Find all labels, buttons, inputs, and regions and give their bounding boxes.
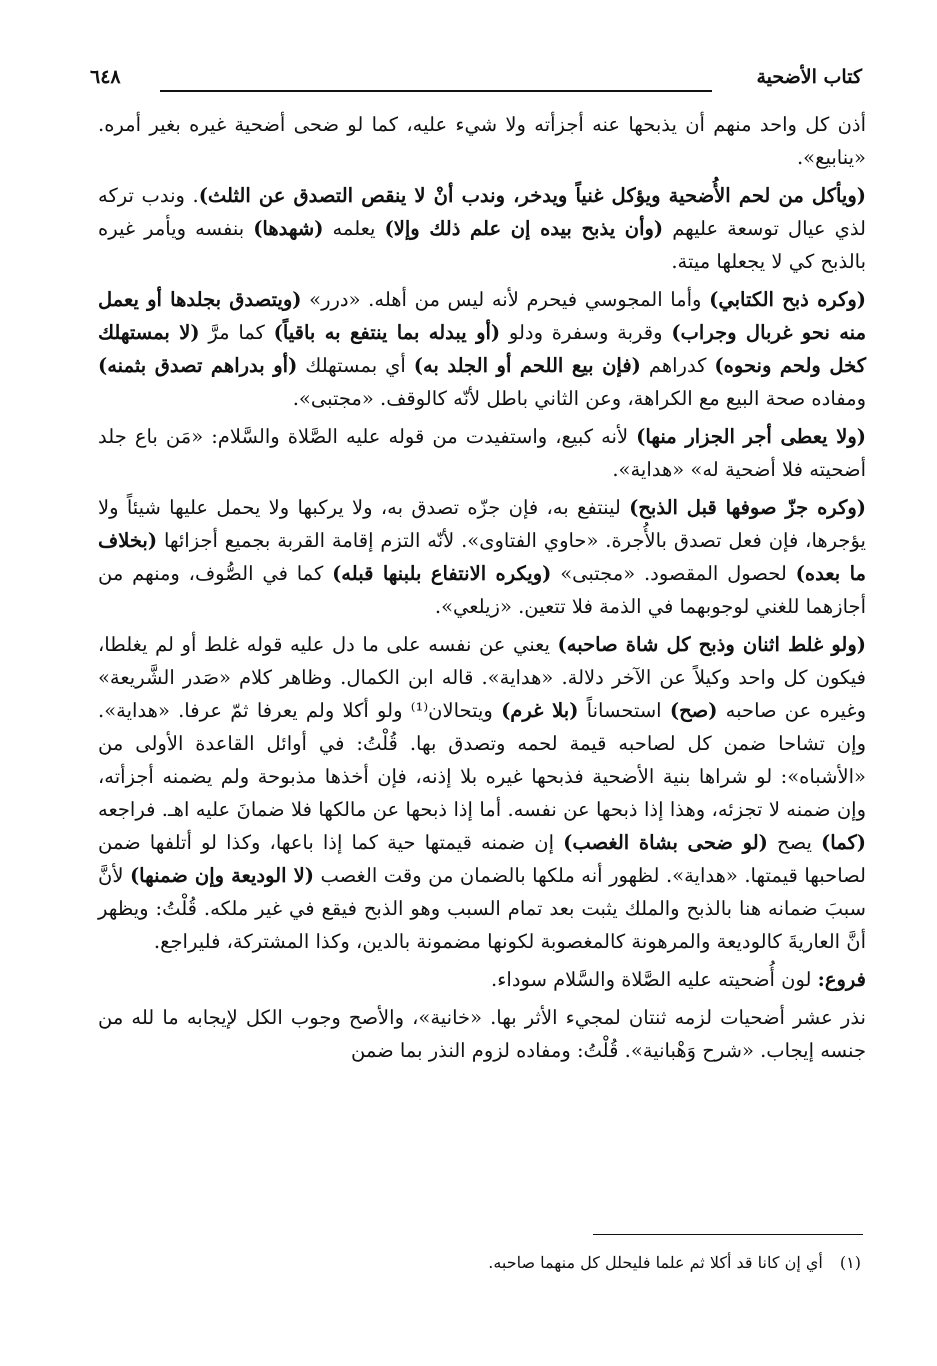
commentary-text: كما في الصُّوف، ومنهم من أجازهما للغني لوجوبهما في الذمة فلا تتعين. «زيلعي». [98, 562, 866, 618]
commentary-text: . وندب تركه لذي عيال توسعة عليهم [98, 184, 867, 240]
matn-text: (ويأكل من لحم الأُضحية ويؤكل غنياً ويدخر، وندب أنْ لا ينقص التصدق عن الثلث) [198, 184, 866, 207]
commentary-text: كما مرَّ [199, 321, 274, 344]
footnote-text: أي إن كانا قد أكلا ثم علما فليحلل كل منهما صاحبه. [488, 1253, 823, 1272]
paragraph [98, 179, 866, 278]
body-text [98, 108, 866, 1072]
paragraph [98, 628, 866, 958]
footnote-number: (١) [839, 1253, 861, 1272]
matn-text: (بخلاف ما بعده) [98, 529, 866, 585]
paragraph [98, 963, 866, 996]
matn-text: (صح) [669, 699, 718, 722]
matn-text: (لا بمستهلك كخل ولحم ونحوه) [98, 321, 867, 377]
commentary-text: أي بمستهلك [297, 354, 414, 377]
paragraph [98, 420, 866, 486]
chapter-title: كتاب الأضحية [756, 66, 862, 88]
commentary-text: استحساناً [578, 699, 670, 722]
commentary-text: ويتحالان⁽¹⁾ ولو أكلا ولم يعرفا ثمّ عرفا. «هداية». وإن تشاحا ضمن كل لصاحبه قيمة لحمه وتصدق بها. قُلْتُ: في أوائل القاعدة الأولى من «الأشباه»: لو شراها بنية الأضحية فذبحها غيره بلا إذنه، فإن أخذها مذبوحة ولم يضمنه أجزأته، وإن ضمنه لا تجزئه، وهذا إذا ذبحها عن نفسه. أما إذا ذبحها عن مالكها فلا ضمانَ عليه اهـ. فراجعه [98, 699, 866, 821]
matn-text: (وأن يذبح بيده إن علم ذلك وإلا) [384, 217, 664, 240]
matn-text: (ولو غلط اثنان وذبح كل شاة صاحبه) [557, 633, 867, 656]
page-number: ٦٤٨ [90, 66, 121, 88]
matn-text: (ويتصدق بجلدها أو يعمل منه نحو غربال وجراب) [98, 288, 867, 344]
commentary-text: لينتفع به، فإن جزّه تصدق به، ولا يركبها ولا يحمل عليها شيئاً ولا يؤجرها، فإن فعل تصدق بالأُجرة. «حاوي الفتاوى». لأنّه التزم إقامة القربة بجميع أجزائها [98, 496, 866, 552]
matn-text: (أو يبدله بما ينتفع به باقياً) [273, 321, 501, 344]
matn-text: (أو بدراهم تصدق بثمنه) [98, 354, 298, 377]
commentary-text: لأنَّ سببَ ضمانه هنا بالذبح والملك يثبت بعد تمام السبب وهو الذبح فيقع في غير ملكه. قُلْتُ: ويظهر أنَّ العاريةَ كالوديعة والمرهونة كالمغصوبة لكونها مضمونة بالدين، وكذا المشتركة، فليراجع. [98, 864, 866, 953]
matn-text: (فإن بيع اللحم أو الجلد به) [413, 354, 641, 377]
commentary-text: لحصول المقصود. «مجتبى» [551, 562, 796, 585]
commentary-text: بنفسه ويأمر غيره بالذبح كي لا يجعلها ميتة. [98, 217, 866, 273]
matn-text: (وكره ذبح الكتابي) [709, 288, 866, 311]
page-header [90, 66, 862, 100]
matn-text: (كما) [821, 831, 866, 854]
matn-text: فروع: [817, 968, 866, 991]
matn-text: (لو ضحى بشاة الغصب) [563, 831, 768, 854]
commentary-text: ومفاده صحة البيع مع الكراهة، وعن الثاني باطل لأنّه كالوقف. «مجتبى». [292, 387, 866, 410]
commentary-text: يعلمه [323, 217, 385, 240]
commentary-text: إن ضمنه قيمتها حية كما إذا باعها، وكذا لو أتلفها ضمن لصاحبها قيمتها. «هداية». لظهور أنه ملكها بالضمان من وقت الغصب [98, 831, 866, 887]
commentary-text: يعني عن نفسه على ما دل عليه قوله غلط أو لم يغلطا، فيكون كل واحد وكيلاً عن الآخر دلالة. «هداية». قاله ابن الكمال. وظاهر كلام «صَدر الشَّريعة» وغيره عن صاحبه [98, 633, 866, 722]
matn-text: (لا الوديعة وإن ضمنها) [129, 864, 314, 887]
footnote-separator [593, 1234, 863, 1235]
commentary-text: نذر عشر أضحيات لزمه ثنتان لمجيء الأثر بها. «خانية»، والأصح وجوب الكل لإيجابه ما لله من جنسه إيجاب. «شرح وَهْبانية». قُلْتُ: ومفاده لزوم النذر بما ضمن [98, 1006, 866, 1062]
matn-text: (بلا غرم) [501, 699, 579, 722]
commentary-text: وأما المجوسي فيحرم لأنه ليس من أهله. «درر» [301, 288, 710, 311]
matn-text: (شهدها) [253, 217, 324, 240]
paragraph [98, 1001, 866, 1067]
paragraph [98, 491, 866, 623]
commentary-text: وقربة وسفرة ودلو [500, 321, 672, 344]
matn-text: (ولا يعطى أجر الجزار منها) [636, 425, 866, 448]
matn-text: (ويكره الانتفاع بلبنها قبله) [332, 562, 552, 585]
commentary-text: لون أُضحيته عليه الصَّلاة والسَّلام سوداء. [491, 968, 818, 991]
commentary-text: كدراهم [640, 354, 715, 377]
footnote [101, 1252, 861, 1274]
commentary-text: لأنه كبيع، واستفيدت من قوله عليه الصَّلاة والسَّلام: «مَن باع جلد أضحيته فلا أضحية له» «هداية». [98, 425, 866, 481]
commentary-text: يصح [767, 831, 822, 854]
commentary-text: أذن كل واحد منهم أن يذبحها عنه أجزأته ولا شيء عليه، كما لو ضحى أضحية غيره بغير أمره. «ينابيع». [98, 113, 866, 169]
matn-text: (وكره جزّ صوفها قبل الذبح) [629, 496, 866, 519]
paragraph [98, 283, 866, 415]
paragraph [98, 108, 866, 174]
header-rule [160, 90, 712, 92]
